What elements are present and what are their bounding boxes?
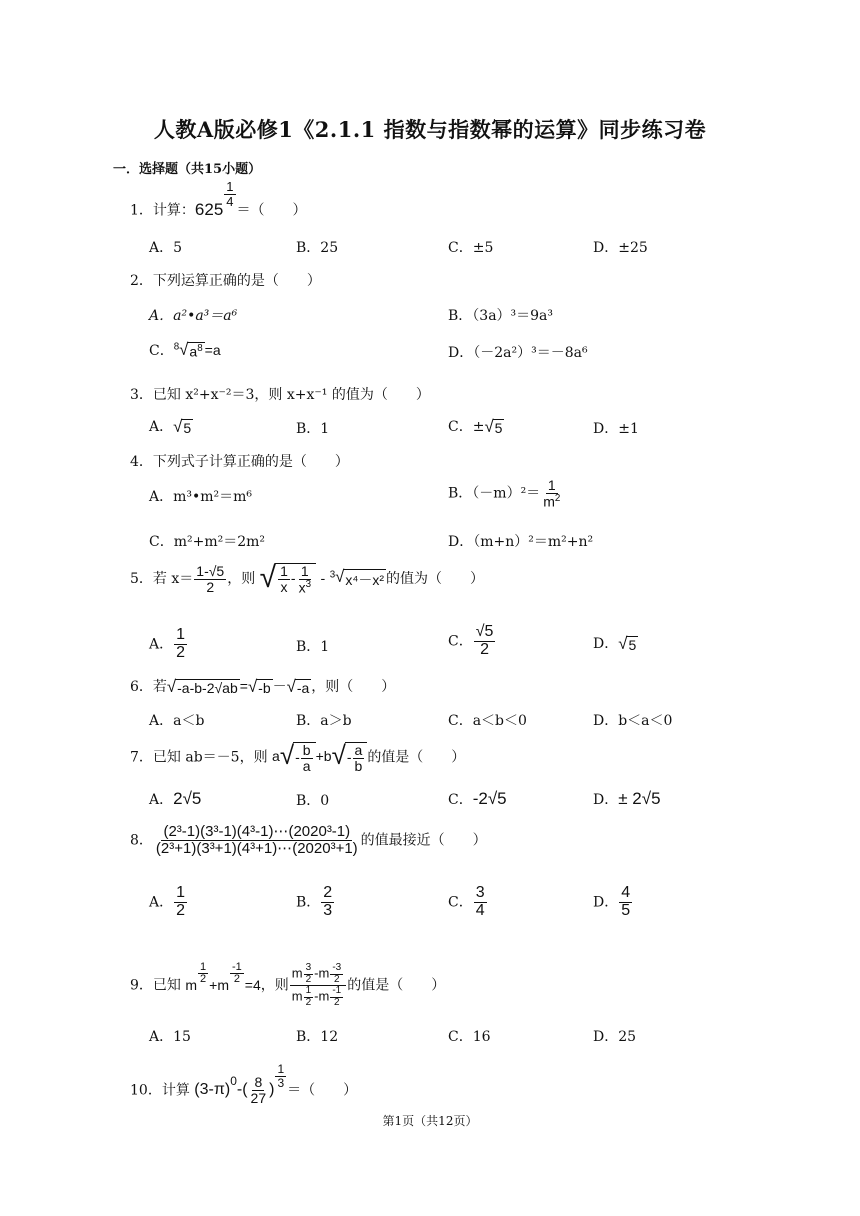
frac-num: 1 <box>176 626 186 643</box>
question-number: 9． <box>130 977 153 994</box>
option-d: D．±25 <box>593 240 648 256</box>
question-text: ，则（ ） <box>311 679 396 695</box>
question-number: 7． <box>130 749 153 766</box>
math-expression <box>194 179 237 219</box>
option-d <box>593 633 638 653</box>
page-footer: 第1页（共12页） <box>382 1114 478 1128</box>
frac-den: x <box>280 579 288 596</box>
question-text: ，则 <box>260 977 289 994</box>
question-tail: ＝（ ） <box>287 1082 358 1099</box>
option-d <box>593 885 633 920</box>
option-label: C． <box>448 633 473 650</box>
radical-icon: √ <box>484 416 494 436</box>
equals-sign: = <box>239 678 248 694</box>
option-b: B．1 <box>296 639 330 655</box>
option-d <box>593 789 661 809</box>
document-title: 人教A版必修1《2.1.1 指数与指数幂的运算》同步练习卷 <box>153 117 707 142</box>
option-a: A．15 <box>149 1029 191 1045</box>
question-tail: ＝（ ） <box>236 202 307 219</box>
frac-den: 5 <box>621 901 631 919</box>
option-a: A．5 <box>149 240 183 256</box>
option-label: C． <box>448 894 473 911</box>
question-number: 4． <box>130 454 153 470</box>
option-c: C．±5 <box>448 240 494 256</box>
exp-den: 4 <box>226 193 234 209</box>
question-text: 的值是（ ） <box>367 749 466 766</box>
root-body: 5 <box>183 419 192 436</box>
frac-num: 1-√5 <box>196 562 225 579</box>
question-number: 2． <box>130 273 153 289</box>
question-number: 8． <box>130 832 153 849</box>
radical-icon: √ <box>286 676 296 696</box>
option-b: B．1 <box>296 421 330 437</box>
question-7 <box>130 742 465 773</box>
option-label: A． <box>149 894 174 911</box>
option-c <box>448 885 488 920</box>
question-text: 计算 <box>161 1082 190 1099</box>
math-expression: a √ - $\frac{b}{a}$ +b √ - $\frac{a}{b}$ <box>272 748 367 764</box>
root-body: 5 <box>628 636 637 653</box>
question-text: 若 x＝ <box>152 571 194 588</box>
frac-den: 2 <box>176 643 186 661</box>
option-c <box>448 624 496 659</box>
radical-icon: √ <box>259 561 277 594</box>
option-value: -2√5 <box>472 789 507 808</box>
option-c: C．a＜b＜0 <box>448 713 527 729</box>
question-2 <box>130 270 321 290</box>
frac-den: x <box>298 579 306 596</box>
question-number: 10． <box>130 1082 162 1099</box>
option-label: D． <box>593 636 619 652</box>
option-label: C． <box>448 792 473 808</box>
question-text: 已知 x²+x⁻²＝3，则 x+x⁻¹ 的值为（ ） <box>152 387 430 403</box>
option-label: B． <box>296 894 321 911</box>
option-a: A．a²•a³＝a⁶ <box>149 308 238 324</box>
root-expression <box>173 340 221 361</box>
question-text: 已知 ab＝－5，则 <box>152 749 268 766</box>
option-value: 2√5 <box>173 789 202 808</box>
frac-den: 4 <box>475 901 485 919</box>
frac-num: 1 <box>547 477 556 493</box>
ratio-expression: m $\frac{3}{2}$ -m $\frac{-3}{2}$ m $\frac{1}{2}$ -m $\frac{-1}{2}$ <box>290 963 346 1008</box>
frac-num: (2³-1)(3³-1)(4³-1)⋯(2020³-1) <box>163 823 351 840</box>
question-6 <box>130 676 395 696</box>
question-text: 的值为（ ） <box>386 571 485 588</box>
option-a <box>149 416 193 436</box>
option-label: A． <box>149 419 174 435</box>
frac-den: m <box>543 493 555 510</box>
option-label: B．（－m）²＝ <box>448 485 541 502</box>
frac-num: 1 <box>280 563 288 580</box>
question-number: 1． <box>130 202 153 219</box>
root-body: x⁴－x² <box>343 569 386 590</box>
radical-icon: √ <box>279 740 295 770</box>
question-tail: 的值最接近（ ） <box>360 832 487 849</box>
frac-num: 2 <box>323 884 333 901</box>
question-text: 若 <box>152 679 167 695</box>
option-a: A．m³•m²＝m⁶ <box>149 489 253 505</box>
option-a <box>149 627 188 662</box>
radical-icon: √ <box>335 566 345 586</box>
frac-num: √5 <box>475 623 494 640</box>
option-b <box>448 478 563 509</box>
question-9 <box>130 960 446 1008</box>
radical-icon: √ <box>331 740 346 770</box>
option-label: A． <box>149 636 174 653</box>
option-a <box>149 885 188 920</box>
option-a: A．a＜b <box>149 713 205 729</box>
radical-icon: √ <box>247 676 258 696</box>
option-c: C．16 <box>448 1029 491 1045</box>
root-tail: =a <box>204 342 221 358</box>
option-c <box>448 416 504 436</box>
question-10 <box>130 1062 358 1106</box>
math-expression: $(3-\pi)^0-$( $\frac{8}{27}$ ) $\frac{1}{3}$ <box>194 1062 285 1106</box>
frac-den-exp: 3 <box>305 578 312 590</box>
condition-expression: m $\frac{1}{2}$ +m $\frac{-1}{2}$ =4 <box>185 960 261 993</box>
option-a <box>149 789 201 809</box>
root-index: 3 <box>329 569 336 581</box>
question-5: 5．若 x＝ $\frac{1-√5}{2}$ ，则 √ $\frac{1}{x}$ - $\frac{1}{x^3}$ - $^3$ √ x⁴－x² 的值为（ ） <box>130 561 485 596</box>
root-body: -a <box>296 679 310 696</box>
frac-num: 4 <box>621 884 631 901</box>
question-4 <box>130 451 349 471</box>
frac-den: 2 <box>480 640 490 658</box>
frac-num: 3 <box>475 884 485 901</box>
option-label: C． <box>149 343 174 359</box>
frac-den: 3 <box>323 901 333 919</box>
question-3 <box>130 384 430 404</box>
option-d: D．（－2a²）³＝－8a⁶ <box>448 345 588 361</box>
question-text: 下列式子计算正确的是（ ） <box>152 454 349 470</box>
question-text: 计算： <box>152 202 195 219</box>
question-number: 5． <box>130 571 153 588</box>
option-c <box>448 789 507 809</box>
option-b: B．0 <box>296 793 330 809</box>
option-label: D． <box>593 792 619 808</box>
condition-value: =4 <box>244 976 261 993</box>
section-heading: 一．选择题（共15小题） <box>113 162 262 177</box>
radical-expression: √ $\frac{1}{x}$ - $\frac{1}{x^3}$ <box>260 563 316 595</box>
question-text: 下列运算正确的是（ ） <box>152 273 321 289</box>
radical-icon: √ <box>179 340 189 360</box>
root-body: 5 <box>494 419 503 436</box>
question-text: 的值是（ ） <box>347 977 446 994</box>
frac-num: 1 <box>300 563 309 579</box>
option-value: ± 2√5 <box>618 789 661 808</box>
root-index: 8 <box>173 341 180 353</box>
radical-icon: √ <box>173 416 183 436</box>
question-text: ，则 <box>227 571 256 588</box>
radical-icon: √ <box>618 633 628 653</box>
question-8 <box>130 824 487 857</box>
frac-den: 2 <box>176 901 186 919</box>
option-d: D．25 <box>593 1029 637 1045</box>
root-exp: 8 <box>197 343 203 355</box>
question-number: 3． <box>130 387 153 403</box>
frac-den: 2 <box>206 578 215 595</box>
option-c: C．m²+m²＝2m² <box>149 534 266 550</box>
option-d: D．±1 <box>593 421 639 437</box>
option-b <box>296 885 335 920</box>
radical-icon: √ <box>166 676 177 696</box>
minus-sign: － <box>272 679 287 695</box>
expr-base: 625 <box>194 199 224 219</box>
root-body: -a-b-2√ab <box>177 679 238 696</box>
question-number: 6． <box>130 679 153 695</box>
option-b: B．12 <box>296 1029 339 1045</box>
option-label: C．± <box>448 419 485 435</box>
option-b: B．25 <box>296 240 339 256</box>
option-c <box>149 340 221 360</box>
exp-num: 1 <box>226 179 234 194</box>
frac-den: (2³+1)(3³+1)(4³+1)⋯(2020³+1) <box>155 839 358 857</box>
frac-num: 1 <box>176 884 186 901</box>
option-b: B．（3a）³＝9a³ <box>448 308 554 324</box>
question-text: 已知 <box>152 977 181 994</box>
root-body: a <box>189 344 198 361</box>
question-1 <box>130 179 307 224</box>
root-body: -b <box>258 679 271 696</box>
option-d: D．（m+n）²＝m²+n² <box>448 534 594 550</box>
option-b: B．a＞b <box>296 713 352 729</box>
option-d: D．b＜a＜0 <box>593 713 673 729</box>
option-label: D． <box>593 894 619 911</box>
option-label: A． <box>149 792 174 808</box>
cube-root <box>329 566 386 588</box>
frac-den-exp: 2 <box>554 492 561 504</box>
